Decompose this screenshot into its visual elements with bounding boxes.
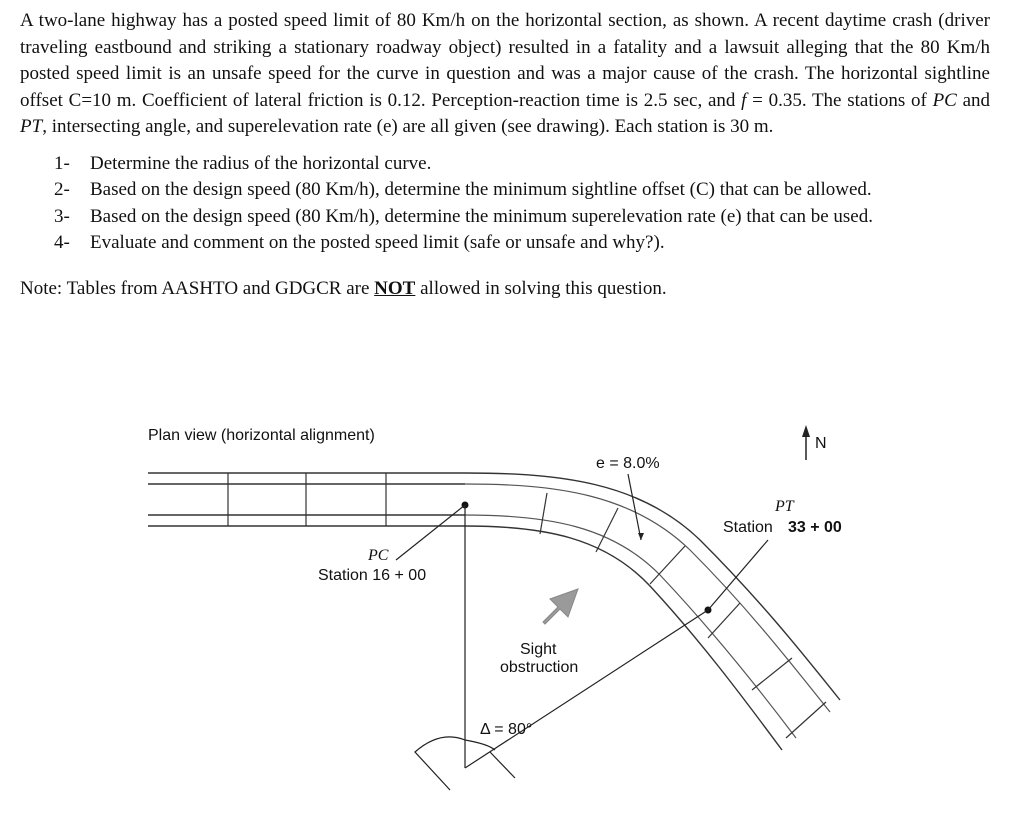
obstruction-label-2: obstruction: [500, 659, 579, 676]
pt-station-prefix: Station: [723, 519, 773, 536]
pt-label: PT: [775, 498, 794, 515]
north-label: N: [815, 435, 827, 452]
plan-view-figure: [0, 400, 1024, 824]
pc-variable: PC: [932, 89, 957, 111]
sight-obstruction-arrow-icon: [543, 589, 578, 624]
radius-lines: [415, 505, 708, 790]
pc-station: Station 16 + 00: [318, 567, 427, 584]
pc-label: PC: [368, 547, 389, 564]
list-item: 1- Determine the radius of the horizontal curve.: [54, 152, 432, 174]
north-arrow-icon: [802, 425, 810, 460]
delta-label: Δ = 80°: [480, 721, 533, 738]
pc-leader: [396, 505, 465, 560]
pt-station-value: 33 + 00: [788, 519, 842, 536]
pt-leader: [708, 540, 768, 610]
note-emphasis: NOT: [374, 277, 416, 299]
pt-variable: PT: [20, 116, 43, 137]
problem-statement: [20, 8, 990, 302]
f-variable: f: [741, 89, 747, 111]
list-item: 3- Based on the design speed (80 Km/h), determine the minimum superelevation rate (e) that can be used.: [54, 205, 873, 227]
list-item: 4- Evaluate and comment on the posted speed limit (safe or unsafe and why?).: [54, 232, 665, 253]
obstruction-label-1: Sight: [520, 641, 557, 658]
problem-intro: A two-lane highway has a posted speed limit of 80 Km/h on the horizontal section, as shown. A recent daytime crash (driver traveling eastbound and striking a stationary roadway object) resulted in a fatality and a lawsuit alleging that the 80 Km/h posted speed limit is an unsafe speed for the curve in question and was a major cause of the crash. The horizontal sightline offset C=10 m. Coefficient of lateral friction is 0.12. Perception-reaction time is 2.5 sec, and f = 0.35. The stations of PC and PT, intersecting angle, and superelevation rate (e) are all given (see drawing). Each station is 30 m.: [20, 10, 991, 137]
list-item: 2- Based on the design speed (80 Km/h), determine the minimum sightline offset (C) that can be allowed.: [54, 179, 872, 200]
tangent-road: [148, 473, 465, 526]
task-list: [20, 151, 990, 257]
superelevation-label: e = 8.0%: [596, 455, 660, 472]
note: Note: Tables from AASHTO and GDGCR are NOT allowed in solving this question.: [20, 277, 667, 299]
superelevation-leader: [628, 474, 641, 540]
figure-title: Plan view (horizontal alignment): [148, 427, 375, 444]
arrowhead-icon: [638, 533, 644, 540]
